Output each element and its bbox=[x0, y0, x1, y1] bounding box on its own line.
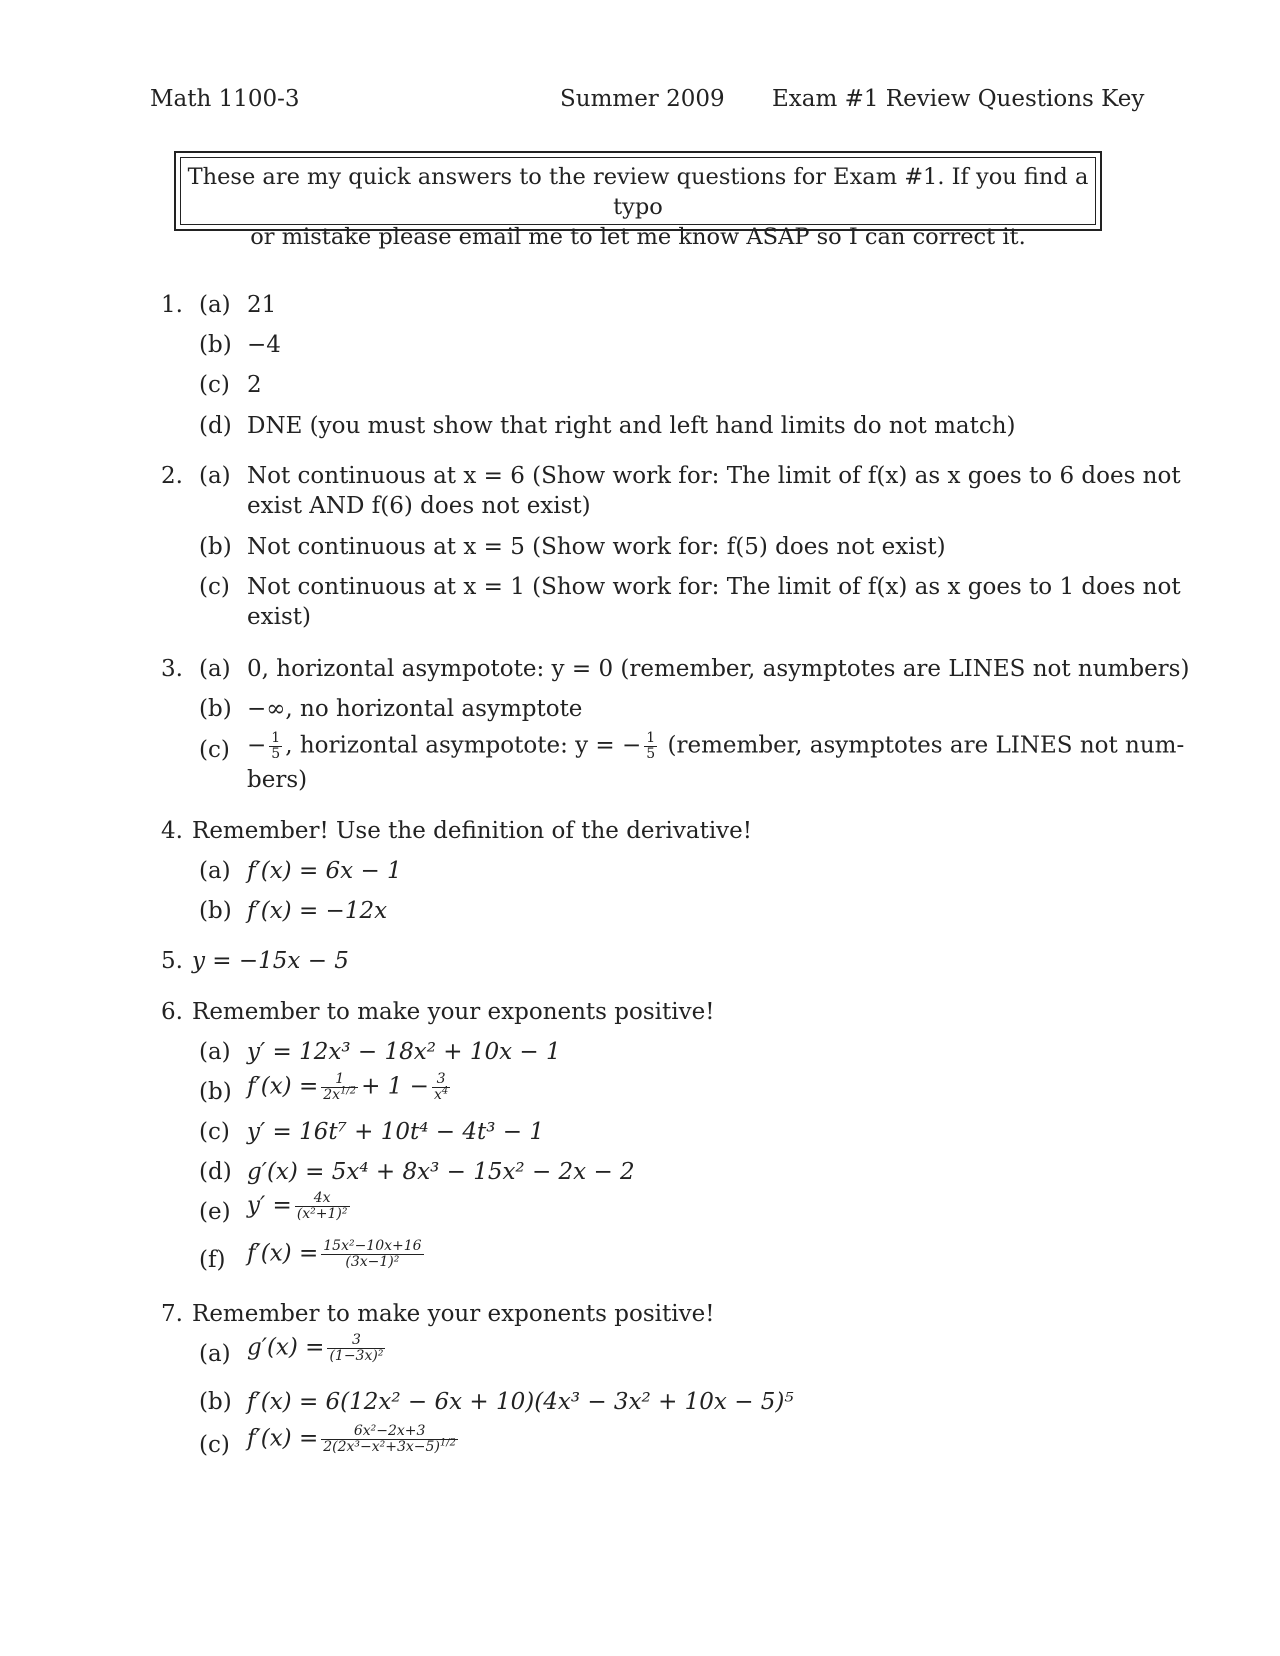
fraction bbox=[269, 731, 282, 762]
part-label: (b) bbox=[199, 1389, 232, 1415]
part-label: (e) bbox=[199, 1199, 231, 1225]
fraction-numerator: 1 bbox=[271, 730, 281, 746]
fraction-denominator: $x^4$ bbox=[433, 1085, 449, 1103]
fraction bbox=[295, 1191, 350, 1222]
question-6-intro: Remember to make your exponents positive! bbox=[192, 999, 715, 1025]
lhs: f′(x) = bbox=[247, 1425, 319, 1452]
part-label: (a) bbox=[199, 1341, 231, 1367]
question-number: 2. bbox=[161, 463, 183, 489]
answer-6d: g′(x) = 5x⁴ + 8x³ − 15x² − 2x − 2 bbox=[247, 1159, 635, 1185]
answer-3a: 0, horizontal asympotote: y = 0 (remember, asymptotes are LINES not numbers) bbox=[247, 656, 1190, 682]
part-label: (d) bbox=[199, 1159, 232, 1185]
part-label: (a) bbox=[199, 858, 231, 884]
middle-text: , horizontal asympotote: y = − bbox=[285, 732, 642, 759]
document-title: Exam #1 Review Questions Key bbox=[772, 86, 1145, 112]
fraction-numerator: 1 bbox=[321, 1072, 358, 1088]
part-label: (a) bbox=[199, 463, 231, 489]
answer-6b bbox=[247, 1072, 453, 1103]
middle-text: + 1 − bbox=[361, 1073, 429, 1100]
answer-6e bbox=[247, 1191, 353, 1222]
answer-7c bbox=[247, 1424, 461, 1455]
part-label: (b) bbox=[199, 332, 232, 358]
answer-2c-line2: exist) bbox=[247, 604, 311, 630]
term-label: Summer 2009 bbox=[560, 86, 725, 112]
answer-1a: 21 bbox=[247, 292, 277, 318]
answer-6c: y′ = 16t⁷ + 10t⁴ − 4t³ − 1 bbox=[247, 1119, 544, 1145]
fraction bbox=[321, 1239, 423, 1270]
answer-2c-line1: Not continuous at x = 1 (Show work for: The limit of f(x) as x goes to 1 does not bbox=[247, 574, 1181, 600]
answer-6f bbox=[247, 1239, 427, 1270]
fraction bbox=[432, 1072, 450, 1103]
fraction-numerator: 6x²−2x+3 bbox=[321, 1424, 458, 1440]
part-label: (b) bbox=[199, 534, 232, 560]
question-4-intro: Remember! Use the definition of the derivative! bbox=[192, 818, 753, 844]
part-label: (c) bbox=[199, 574, 230, 600]
question-number: 4. bbox=[161, 818, 183, 844]
notice-line-2: or mistake please email me to let me know ASAP so I can correct it. bbox=[250, 224, 1026, 250]
fraction bbox=[644, 731, 657, 762]
fraction-denominator: 5 bbox=[271, 746, 281, 762]
fraction-numerator: 3 bbox=[432, 1072, 450, 1088]
part-label: (a) bbox=[199, 656, 231, 682]
part-label: (c) bbox=[199, 1432, 230, 1458]
part-label: (a) bbox=[199, 1039, 231, 1065]
fraction-denominator: (1−3x)² bbox=[329, 1348, 384, 1364]
question-number: 5. bbox=[161, 948, 183, 974]
answer-2b: Not continuous at x = 5 (Show work for: f(5) does not exist) bbox=[247, 534, 946, 560]
answer-4b: f′(x) = −12x bbox=[247, 898, 388, 924]
part-label: (c) bbox=[199, 737, 230, 763]
question-number: 7. bbox=[161, 1301, 183, 1327]
fraction-numerator: 15x²−10x+16 bbox=[323, 1238, 422, 1254]
fraction-denominator: (3x−1)² bbox=[345, 1254, 400, 1270]
part-label: (f) bbox=[199, 1247, 226, 1273]
tail-text: (remember, asymptotes are LINES not num- bbox=[660, 732, 1185, 759]
answer-3c-line2: bers) bbox=[247, 767, 308, 793]
answer-7b: f′(x) = 6(12x² − 6x + 10)(4x³ − 3x² + 10x − 5)⁵ bbox=[247, 1389, 794, 1415]
answer-5: y = −15x − 5 bbox=[192, 948, 349, 974]
fraction-denominator: 5 bbox=[646, 746, 656, 762]
sign: − bbox=[247, 732, 267, 759]
fraction bbox=[327, 1333, 385, 1364]
fraction-numerator: 4x bbox=[295, 1191, 350, 1207]
question-7-intro: Remember to make your exponents positive! bbox=[192, 1301, 715, 1327]
notice-box bbox=[174, 151, 1102, 250]
answer-1c: 2 bbox=[247, 372, 262, 398]
answer-1d: DNE (you must show that right and left hand limits do not match) bbox=[247, 413, 1016, 439]
lhs: f′(x) = bbox=[247, 1073, 319, 1100]
fraction-denominator: $2x^{1/2}$ bbox=[323, 1085, 357, 1103]
lhs: y′ = bbox=[247, 1192, 292, 1219]
part-label: (d) bbox=[199, 413, 232, 439]
answer-3c-line1 bbox=[247, 731, 1184, 762]
part-label: (b) bbox=[199, 696, 232, 722]
question-number: 3. bbox=[161, 656, 183, 682]
answer-7a bbox=[247, 1333, 388, 1364]
fraction-denominator: (x²+1)² bbox=[296, 1206, 348, 1222]
part-label: (c) bbox=[199, 1119, 230, 1145]
notice-line-1: These are my quick answers to the review questions for Exam #1. If you find a typo bbox=[187, 164, 1089, 220]
fraction bbox=[321, 1072, 358, 1103]
answer-2a-line2: exist AND f(6) does not exist) bbox=[247, 493, 591, 519]
fraction-numerator: 3 bbox=[327, 1333, 385, 1349]
fraction bbox=[321, 1424, 458, 1455]
part-label: (b) bbox=[199, 1079, 232, 1105]
answer-1b: −4 bbox=[247, 332, 281, 358]
question-number: 6. bbox=[161, 999, 183, 1025]
notice-inner bbox=[180, 157, 1096, 250]
part-label: (a) bbox=[199, 292, 231, 318]
answer-2a-line1: Not continuous at x = 6 (Show work for: The limit of f(x) as x goes to 6 does not bbox=[247, 463, 1181, 489]
course-label: Math 1100-3 bbox=[150, 86, 300, 112]
question-number: 1. bbox=[161, 292, 183, 318]
lhs: g′(x) = bbox=[247, 1334, 325, 1361]
lhs: f′(x) = bbox=[247, 1240, 319, 1267]
part-label: (b) bbox=[199, 898, 232, 924]
answer-6a: y′ = 12x³ − 18x² + 10x − 1 bbox=[247, 1039, 561, 1065]
fraction-denominator: $2(2x^3-x^2+3x-5)^{1/2}$ bbox=[323, 1437, 456, 1455]
part-label: (c) bbox=[199, 372, 230, 398]
answer-4a: f′(x) = 6x − 1 bbox=[247, 858, 402, 884]
fraction-numerator: 1 bbox=[646, 730, 656, 746]
answer-3b: −∞, no horizontal asymptote bbox=[247, 696, 583, 722]
